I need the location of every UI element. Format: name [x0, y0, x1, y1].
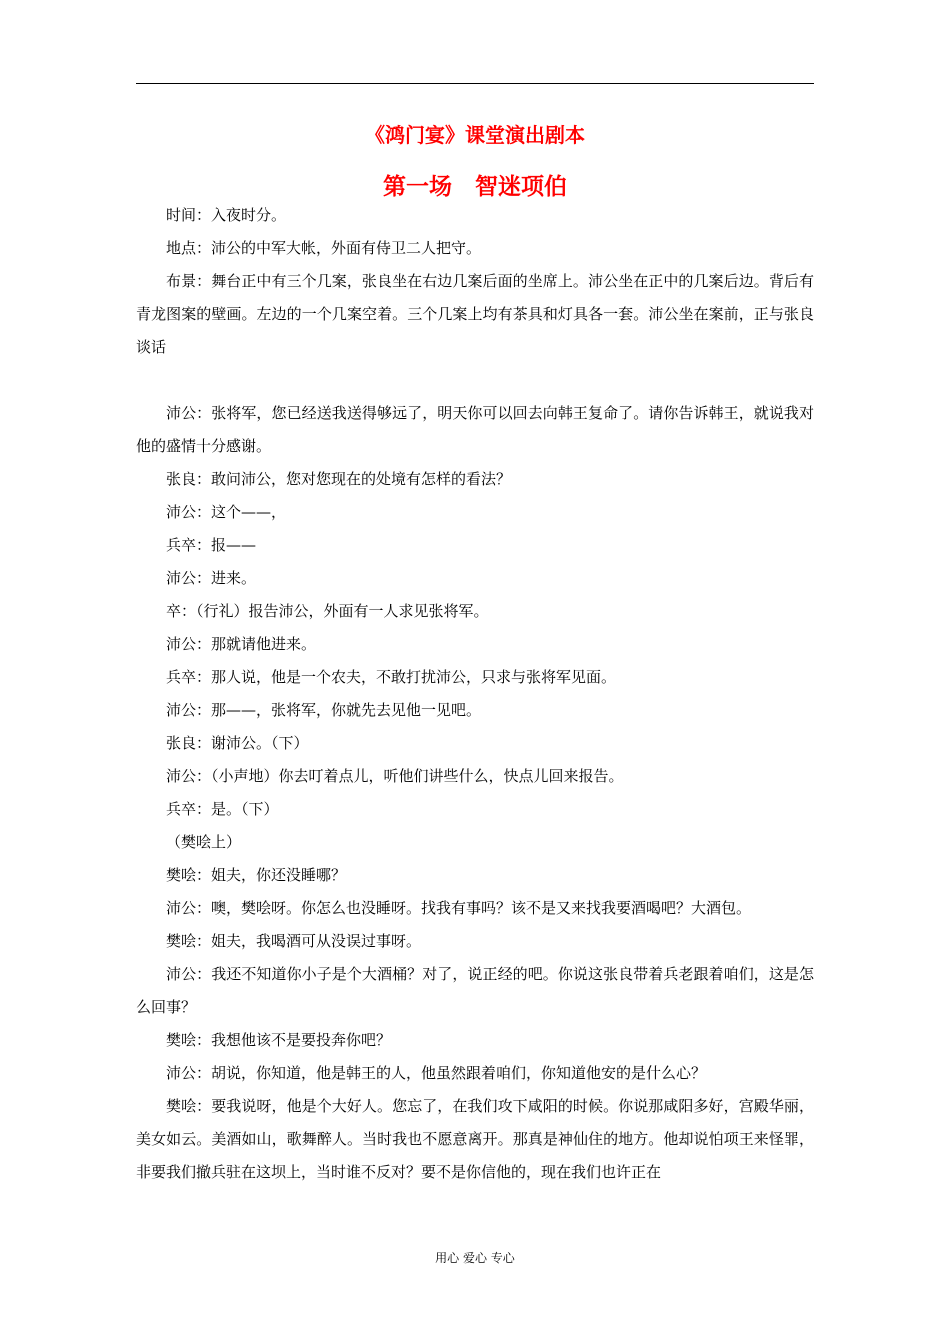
setting-stage: 布景：舞台正中有三个几案，张良坐在右边几案后面的坐席上。沛公坐在正中的几案后边。背后有青龙图案的壁画。左边的一个几案空着。三个几案上均有茶具和灯具各一套。沛公坐在案前，正与张良谈话: [136, 272, 814, 356]
dialogue-line: 樊哙：要我说呀，他是个大好人。您忘了，在我们攻下咸阳的时候。你说那咸阳多好，宫殿华丽，美女如云。美酒如山，歌舞醉人。当时我也不愿意离开。那真是神仙住的地方。他却说怕项王来怪罪，非要我们撤兵驻在这坝上，当时谁不反对？要不是你信他的，现在我们也许正在: [136, 1097, 814, 1181]
dialogue-line: 张良：敢问沛公，您对您现在的处境有怎样的看法？: [166, 470, 512, 488]
dialogue-line: 卒：（行礼）报告沛公，外面有一人求见张将军。: [166, 602, 489, 620]
dialogue-line: 沛公：胡说，你知道，他是韩王的人，他虽然跟着咱们，你知道他安的是什么心？: [166, 1064, 707, 1082]
dialogue-line: 张良：谢沛公。（下）: [166, 734, 309, 752]
header-rule: [136, 83, 814, 84]
blank-line: [136, 364, 814, 397]
dialogue-line: 兵卒：是。（下）: [166, 800, 279, 818]
dialogue-line: 樊哙：姐夫，我喝酒可从没误过事呀。: [166, 932, 422, 950]
dialogue-line: 沛公：张将军，您已经送我送得够远了，明天你可以回去向韩王复命了。请你告诉韩王，就说我对他的盛情十分感谢。: [136, 404, 814, 455]
dialogue-line: 樊哙：我想他该不是要投奔你吧？: [166, 1031, 392, 1049]
stage-direction: （樊哙上）: [166, 833, 242, 851]
dialogue-line: 沛公：进来。: [166, 569, 257, 587]
page-footer: 用心 爱心 专心: [435, 1251, 515, 1265]
script-body: [136, 199, 814, 1189]
dialogue-line: 兵卒：报——: [166, 536, 257, 554]
dialogue-line: 沛公：那——，张将军，你就先去见他一见吧。: [166, 701, 482, 719]
dialogue-line: 沛公：（小声地）你去叮着点儿，听他们讲些什么，快点儿回来报告。: [166, 767, 624, 785]
setting-time: 时间：入夜时分。: [166, 206, 287, 224]
dialogue-line: 沛公：我还不知道你小子是个大酒桶？对了，说正经的吧。你说这张良带着兵老跟着咱们，这是怎么回事？: [136, 965, 814, 1016]
setting-place: 地点：沛公的中军大帐，外面有侍卫二人把守。: [166, 239, 482, 257]
scene-title: 第一场 智迷项伯: [383, 173, 567, 200]
dialogue-line: 樊哙：姐夫，你还没睡哪？: [166, 866, 347, 884]
dialogue-line: 沛公：那就请他进来。: [166, 635, 317, 653]
dialogue-line: 兵卒：那人说，他是一个农夫，不敢打扰沛公，只求与张将军见面。: [166, 668, 617, 686]
dialogue-line: 沛公：这个——，: [166, 503, 287, 521]
dialogue-line: 沛公：噢，樊哙呀。你怎么也没睡呀。找我有事吗？该不是又来找我要酒喝吧？大酒包。: [166, 899, 752, 917]
document-title: 《鸿门宴》课堂演出剧本: [365, 123, 585, 147]
